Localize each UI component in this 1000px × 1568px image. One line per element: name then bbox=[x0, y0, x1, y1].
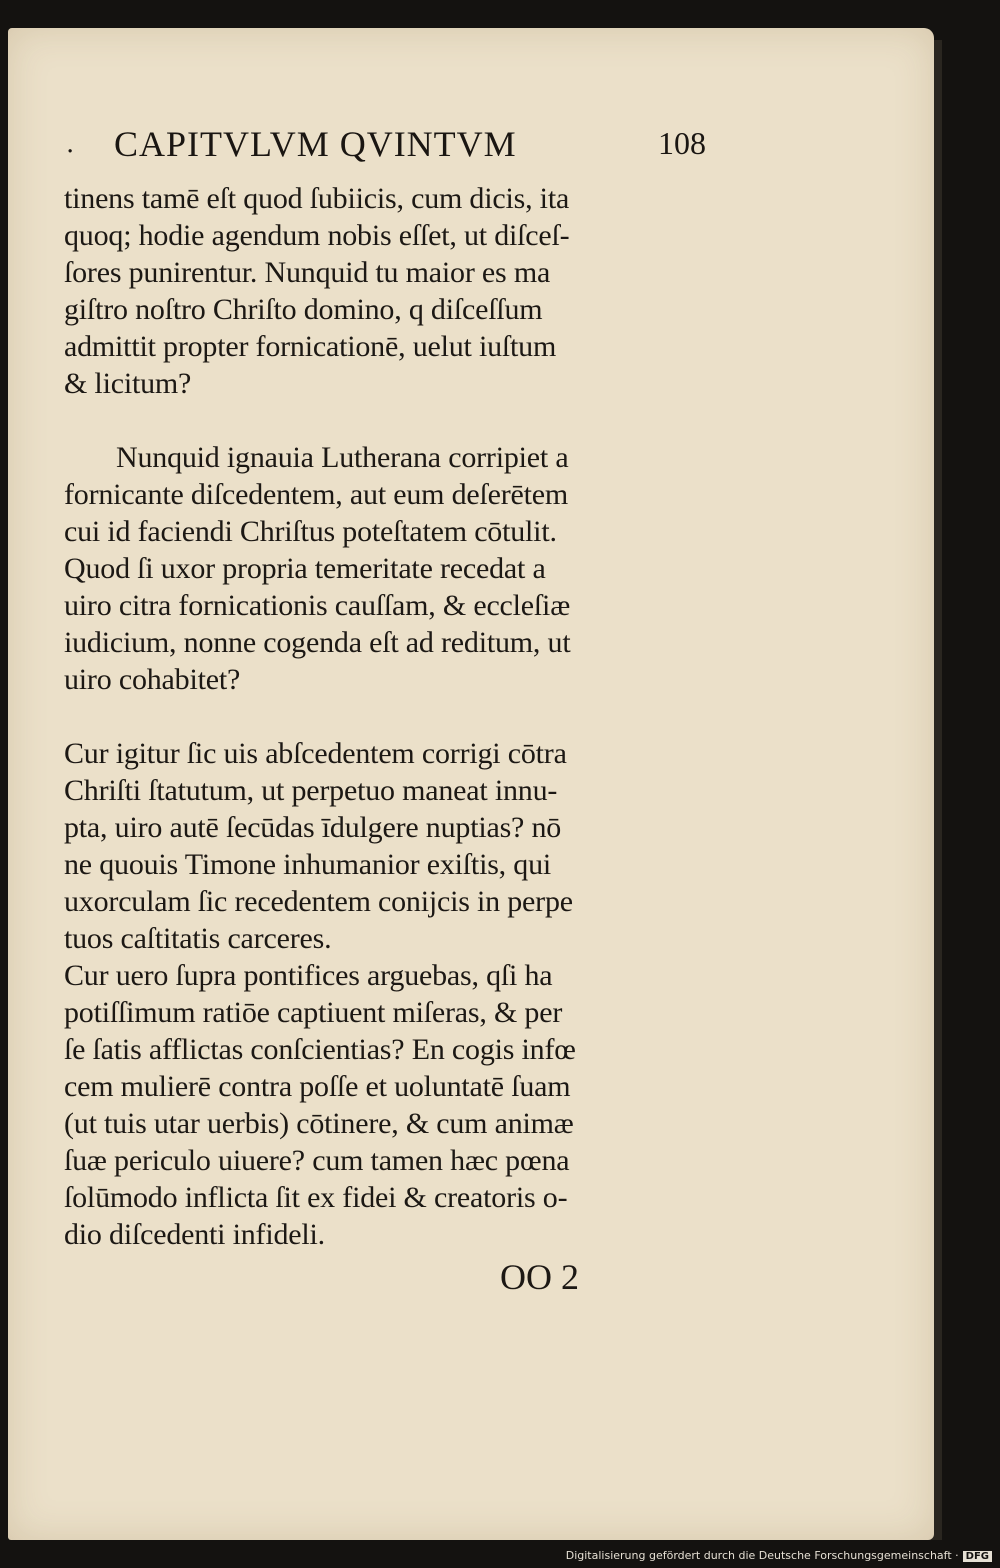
dfg-logo: DFG bbox=[963, 1551, 992, 1562]
paragraph bbox=[64, 735, 700, 957]
body-text bbox=[64, 180, 700, 1253]
text-line: tinens tamē eſt quod ſubiicis, cum dicis, ita bbox=[64, 182, 570, 215]
text-line: pta, uiro autē ſecūdas īdulgere nuptias? nō bbox=[64, 811, 562, 844]
running-header bbox=[66, 123, 706, 171]
paragraph bbox=[64, 180, 700, 402]
folio-number: 108 bbox=[658, 125, 706, 161]
text-line: dio diſcedenti infideli. bbox=[64, 1218, 325, 1251]
text-line: ne quouis Timone inhumanior exiſtis, qui bbox=[64, 848, 552, 881]
digitization-credit bbox=[566, 1549, 992, 1562]
text-line: Cur uero ſupra pontifices arguebas, qſi ha bbox=[64, 959, 553, 992]
text-line: Chriſti ſtatutum, ut perpetuo maneat innu- bbox=[64, 774, 558, 807]
text-line: ſe ſatis afflictas conſcientias? En cogis infœ bbox=[64, 1033, 576, 1066]
paragraph-gap bbox=[64, 698, 700, 735]
credit-text: Digitalisierung gefördert durch die Deutsche Forschungsgemeinschaft · bbox=[565, 1549, 959, 1562]
paragraph bbox=[64, 957, 700, 1253]
text-line: cui id faciendi Chriſtus poteſtatem cōtulit. bbox=[64, 515, 557, 548]
text-line: Nunquid ignauia Lutherana corripiet a bbox=[116, 441, 569, 474]
text-line: iudicium, nonne cogenda eſt ad reditum, ut bbox=[64, 626, 571, 659]
text-line: Quod ſi uxor propria temeritate recedat a bbox=[64, 552, 546, 585]
text-line: ſores punirentur. Nunquid tu maior es ma bbox=[64, 256, 551, 289]
paragraph bbox=[64, 439, 700, 698]
text-line: quoq; hodie agendum nobis eſſet, ut diſceſ- bbox=[64, 219, 570, 252]
text-line: potiſſimum ratiōe captiuent miſeras, & per bbox=[64, 996, 563, 1029]
text-line: & licitum? bbox=[64, 367, 192, 400]
header-mark: . bbox=[66, 129, 75, 159]
text-line: fornicante diſcedentem, aut eum deſerētem bbox=[64, 478, 569, 511]
text-line: giſtro noſtro Chriſto domino, q diſceſſum bbox=[64, 293, 543, 326]
text-line: uxorculam ſic recedentem conijcis in perpe bbox=[64, 885, 573, 918]
text-line: admittit propter fornicationē, uelut iuſtum bbox=[64, 330, 557, 363]
text-line: cem mulierē contra poſſe et uoluntatē ſuam bbox=[64, 1070, 571, 1103]
text-line: Cur igitur ſic uis abſcedentem corrigi cōtra bbox=[64, 737, 567, 770]
text-line: (ut tuis utar uerbis) cōtinere, & cum animæ bbox=[64, 1107, 574, 1140]
text-line: ſolūmodo inflicta ſit ex fidei & creatoris o- bbox=[64, 1181, 568, 1214]
signature-mark: OO 2 bbox=[500, 1257, 579, 1297]
chapter-title: CAPITVLVM QVINTVM bbox=[114, 124, 517, 164]
paragraph-gap bbox=[64, 402, 700, 439]
text-line: ſuæ periculo uiuere? cum tamen hæc pœna bbox=[64, 1144, 570, 1177]
text-line: uiro citra fornicationis cauſſam, & eccleſiæ bbox=[64, 589, 571, 622]
text-line: uiro cohabitet? bbox=[64, 663, 241, 696]
text-line: tuos caſtitatis carceres. bbox=[64, 922, 332, 955]
